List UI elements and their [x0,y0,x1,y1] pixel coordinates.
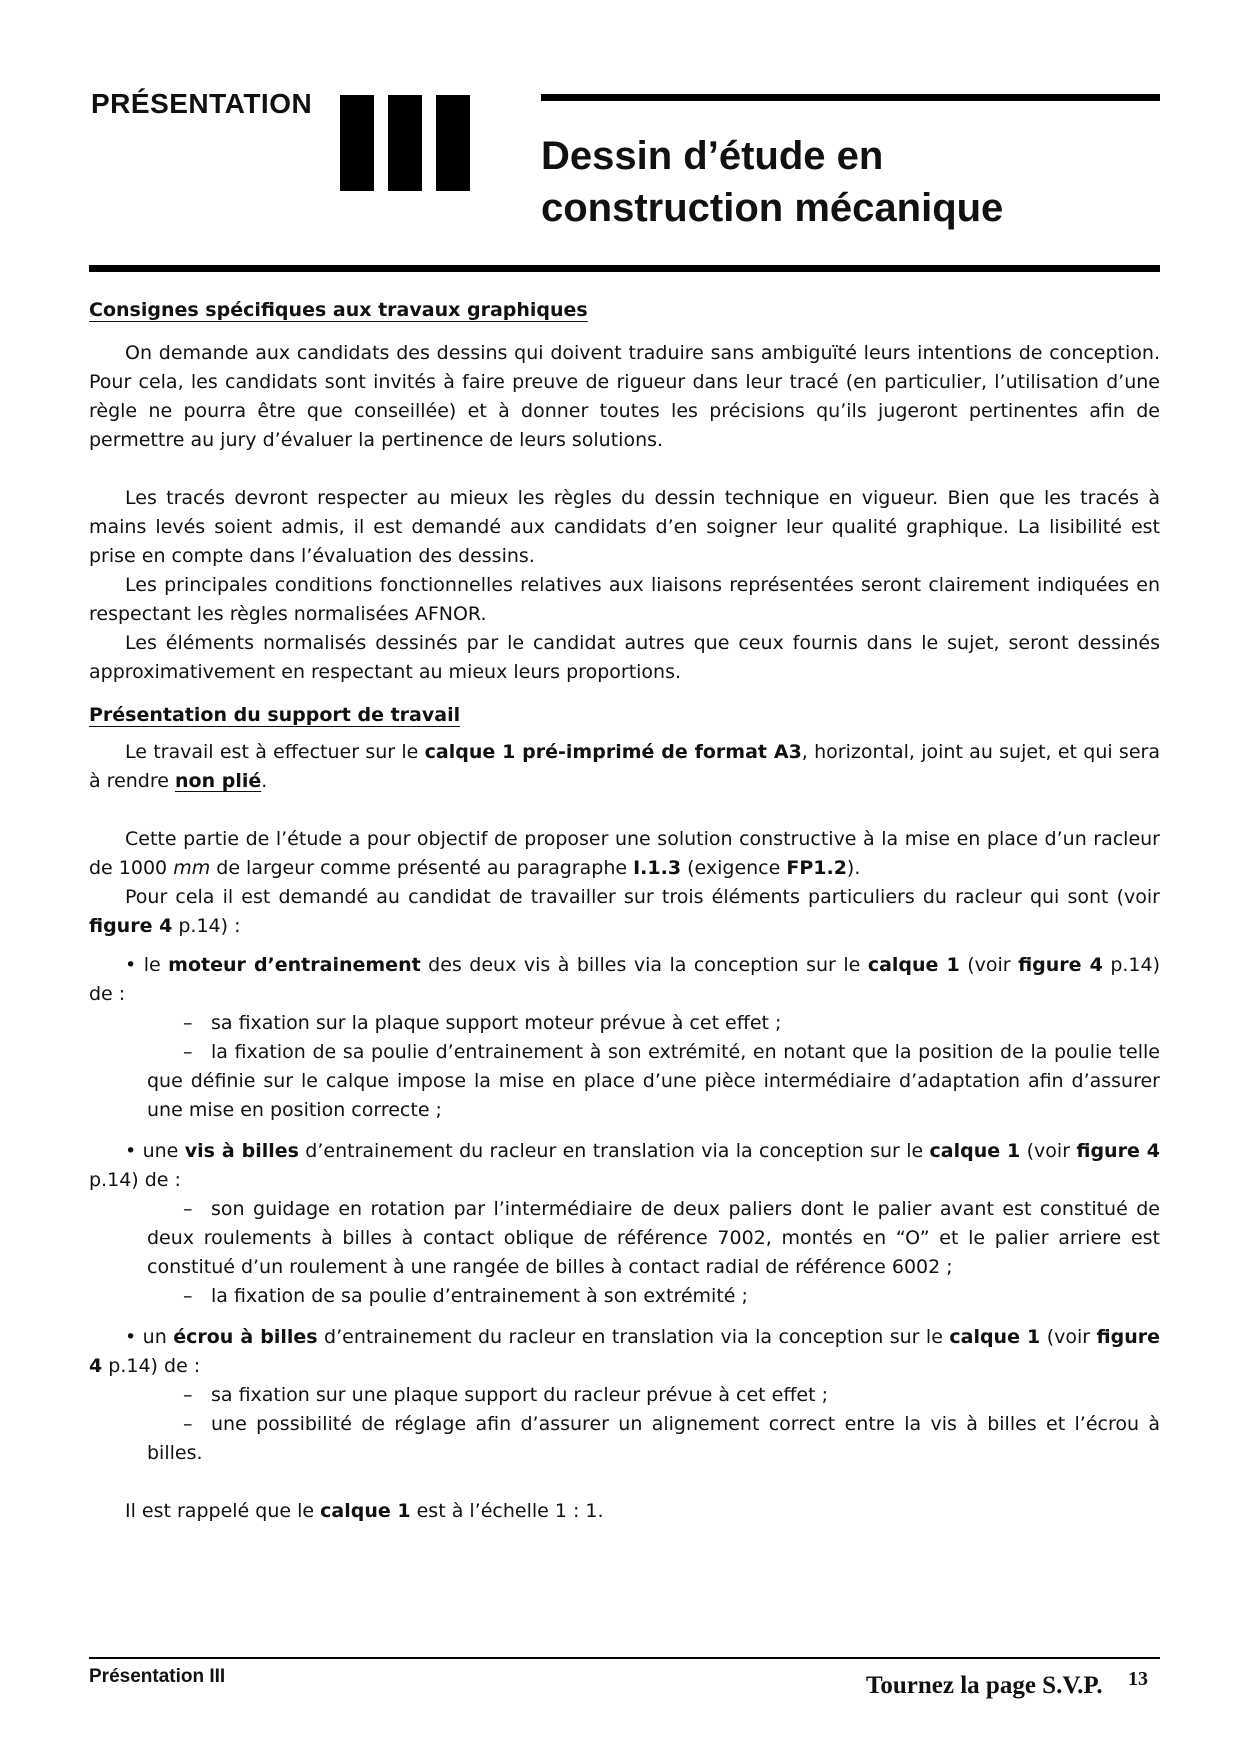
paragraph: Il est rappelé que le calque 1 est à l’échelle 1 : 1. [125,1500,604,1522]
roman-numeral-graphic [340,95,470,191]
paragraph: Le travail est à effectuer sur le calque 1 pré-imprimé de format A3, horizontal, joint au sujet, et qui sera à rendre non plié. [89,741,1160,792]
paragraph: On demande aux candidats des dessins qui doivent traduire sans ambiguïté leurs intentions de conception. Pour cela, les candidats sont invités à faire preuve de rigueur dans leur tracé (en particulier, l’utilisation d’une règle ne pourra être que conseillée) et à donner toutes les précisions qu’ils jugeront pertinentes afin de permettre au jury d’évaluer la pertinence de leurs solutions. [89,342,1160,451]
main-content [89,296,1160,1526]
section-title-consignes: Consignes spécifiques aux travaux graphiques [89,299,588,321]
header-bottom-rule [89,265,1160,272]
title-line-2: construction mécanique [541,186,1004,230]
list-item: • le moteur d’entrainement des deux vis à billes via la conception sur le calque 1 (voir figure 4 p.14) de : – sa fixation sur la plaque support moteur prévue à cet effet ; – la fixation de sa poulie d’entrainement à son extrémité, en notant que la position de la poulie telle que définie sur le calque impose la mise en place d’une pièce intermédiaire d’adaptation afin d’assurer une mise en position correcte ; [89,954,1161,1121]
paragraph: Pour cela il est demandé au candidat de travailler sur trois éléments particuliers du racleur qui sont (voir figure 4 p.14) : [89,886,1160,937]
roman-bar [388,95,422,191]
roman-bar [436,95,470,191]
title-line-1: Dessin d’étude en [541,134,884,178]
paragraph: Cette partie de l’étude a pour objectif de proposer une solution constructive à la mise en place d’un racleur de 1000 mm de largeur comme présenté au paragraphe I.1.3 (exigence FP1.2). [89,828,1160,879]
page-title [541,130,1160,234]
list-item: • un écrou à billes d’entrainement du racleur en translation via la conception sur le calque 1 (voir figure 4 p.14) de : – sa fixation sur une plaque support du racleur prévue à cet effet ; – une possibilité de réglage afin d’assurer un alignement correct entre la vis à billes et l’écrou à billes. [89,1326,1161,1464]
paragraph: Les principales conditions fonctionnelles relatives aux liaisons représentées seront clairement indiquées en respectant les règles normalisées AFNOR. [89,574,1160,625]
page-number: 13 [1128,1668,1148,1690]
list-item: • une vis à billes d’entrainement du racleur en translation via la conception sur le calque 1 (voir figure 4 p.14) de : – son guidage en rotation par l’intermédiaire de deux paliers dont le palier avant est constitué de deux roulements à billes à contact oblique de référence 7002, montés en “O” et le palier arriere est constitué d’un roulement à une rangée de billes à contact radial de référence 6002 ; – la fixation de sa poulie d’entrainement à son extrémité ; [89,1140,1160,1307]
header-top-rule [541,94,1160,101]
paragraph: Les tracés devront respecter au mieux les règles du dessin technique en vigueur. Bien que les tracés à mains levés soient admis, il est demandé aux candidats d’en soigner leur qualité graphique. La lisibilité est prise en compte dans l’évaluation des dessins. [89,487,1160,567]
roman-bar [340,95,374,191]
footer-turn-page: Tournez la page S.V.P. [866,1672,1103,1699]
footer-section: Présentation III [89,1666,226,1687]
section-title-support: Présentation du support de travail [89,704,461,726]
footer-rule [89,1657,1160,1659]
section-label: PRÉSENTATION [91,88,313,119]
paragraph: Les éléments normalisés dessinés par le candidat autres que ceux fournis dans le sujet, seront dessinés approximativement en respectant au mieux leurs proportions. [89,632,1160,683]
